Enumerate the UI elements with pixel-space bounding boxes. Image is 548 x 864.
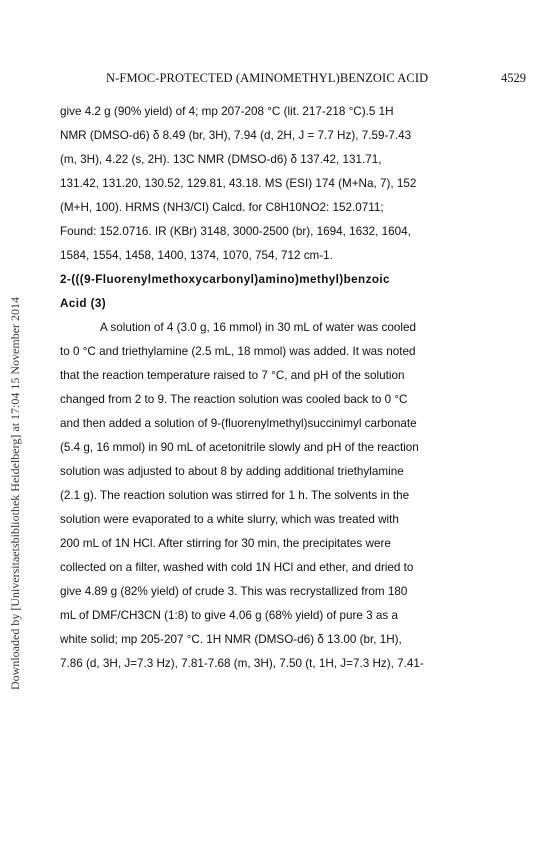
text-line: solution was adjusted to about 8 by adding additional triethylamine <box>60 465 404 478</box>
text-line: white solid; mp 205-207 °C. 1H NMR (DMSO-d6) δ 13.00 (br, 1H), <box>60 633 402 646</box>
running-header <box>106 71 526 91</box>
text-line: solution were evaporated to a white slurry, which was treated with <box>60 513 399 526</box>
article-body <box>60 100 500 676</box>
text-line: collected on a filter, washed with cold 1N HCl and ether, and dried to <box>60 561 414 574</box>
text-line: to 0 °C and triethylamine (2.5 mL, 18 mmol) was added. It was noted <box>60 345 416 358</box>
section-heading: 2-(((9-Fluorenylmethoxycarbonyl)amino)methyl)benzoic <box>60 273 390 286</box>
running-title: N-FMOC-PROTECTED (AMINOMETHYL)BENZOIC ACID <box>106 71 429 85</box>
text-line: and then added a solution of 9-(fluorenylmethyl)succinimyl carbonate <box>60 417 417 430</box>
text-line: give 4.89 g (82% yield) of crude 3. This was recrystallized from 180 <box>60 585 408 598</box>
text-line: give 4.2 g (90% yield) of 4; mp 207-208 °C (lit. 217-218 °C).5 1H <box>60 105 394 118</box>
text-line: 200 mL of 1N HCl. After stirring for 30 min, the precipitates were <box>60 537 391 550</box>
text-line: Found: 152.0716. IR (KBr) 3148, 3000-2500 (br), 1694, 1632, 1604, <box>60 225 411 238</box>
text-line: (M+H, 100). HRMS (NH3/CI) Calcd. for C8H10NO2: 152.0711; <box>60 201 384 214</box>
text-line: mL of DMF/CH3CN (1:8) to give 4.06 g (68% yield) of pure 3 as a <box>60 609 398 622</box>
text-line: (2.1 g). The reaction solution was stirred for 1 h. The solvents in the <box>60 489 410 502</box>
text-line: (5.4 g, 16 mmol) in 90 mL of acetonitrile slowly and pH of the reaction <box>60 441 419 454</box>
text-line: 7.86 (d, 3H, J=7.3 Hz), 7.81-7.68 (m, 3H), 7.50 (t, 1H, J=7.3 Hz), 7.41- <box>60 657 424 670</box>
text-line: NMR (DMSO-d6) δ 8.49 (br, 3H), 7.94 (d, 2H, J = 7.7 Hz), 7.59-7.43 <box>60 129 412 142</box>
text-line: that the reaction temperature raised to 7 °C, and pH of the solution <box>60 369 405 382</box>
page-number: 4529 <box>501 71 526 85</box>
text-line: 1584, 1554, 1458, 1400, 1374, 1070, 754, 712 cm-1. <box>60 249 333 262</box>
text-line: changed from 2 to 9. The reaction solution was cooled back to 0 °C <box>60 393 408 406</box>
paragraph-first-line: A solution of 4 (3.0 g, 16 mmol) in 30 mL of water was cooled <box>100 321 416 334</box>
text-line: (m, 3H), 4.22 (s, 2H). 13C NMR (DMSO-d6) δ 137.42, 131.71, <box>60 153 382 166</box>
section-heading-continued: Acid (3) <box>60 297 107 310</box>
text-line: 131.42, 131.20, 130.52, 129.81, 43.18. MS (ESI) 174 (M+Na, 7), 152 <box>60 177 417 190</box>
download-watermark-text: Downloaded by [Universitaetsbibliothek Heidelberg] at 17:04 15 November 2014 <box>8 296 22 690</box>
